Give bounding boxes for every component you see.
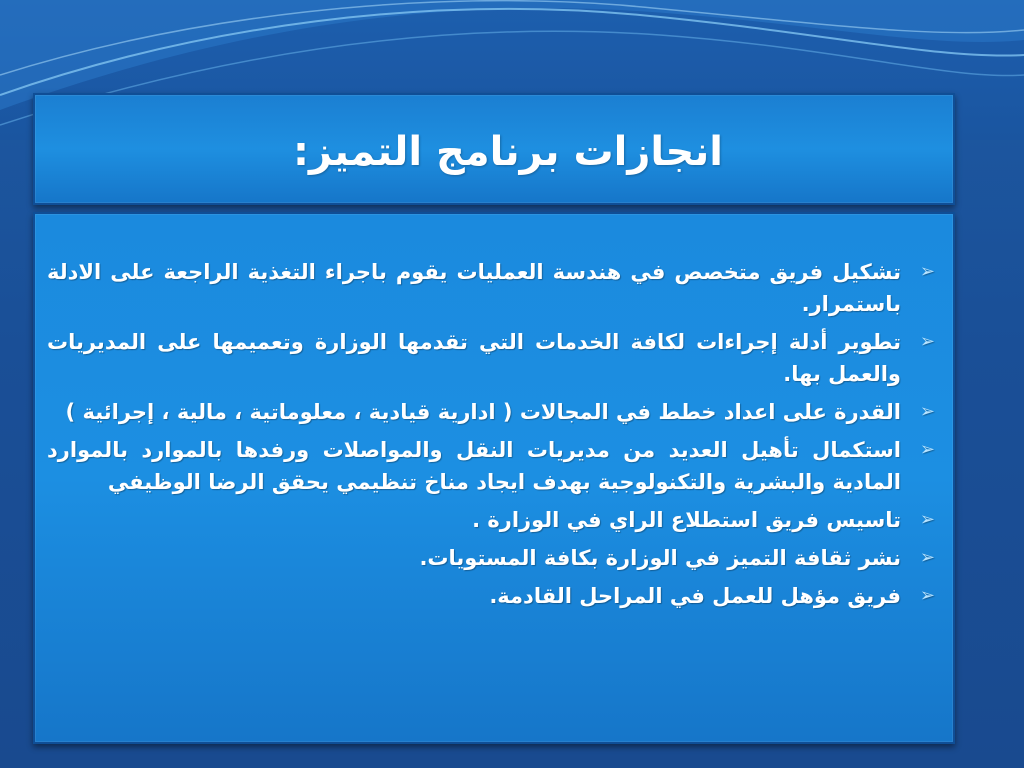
chevron-arrow-icon: ➢	[919, 547, 935, 568]
bullet-text: القدرة على اعداد خطط في المجالات ( ادارية قيادية ، معلوماتية ، مالية ، إجرائية )	[65, 400, 901, 424]
list-item	[47, 434, 939, 498]
chevron-arrow-icon: ➢	[919, 261, 935, 282]
bullet-text: تشكيل فريق متخصص في هندسة العمليات يقوم باجراء التغذية الراجعة على الادلة باستمرار.	[47, 260, 901, 316]
bullet-text: فريق مؤهل للعمل في المراحل القادمة.	[489, 584, 901, 608]
list-item	[47, 396, 939, 428]
chevron-arrow-icon: ➢	[919, 585, 935, 606]
bullet-text: تاسيس فريق استطلاع الراي في الوزارة .	[472, 508, 901, 532]
chevron-arrow-icon: ➢	[919, 509, 935, 530]
bullet-list	[47, 256, 939, 618]
bullet-text: تطوير أدلة إجراءات لكافة الخدمات التي تقدمها الوزارة وتعميمها على المديريات والعمل بها.	[47, 330, 901, 386]
list-item	[47, 256, 939, 320]
list-item	[47, 326, 939, 390]
bullet-text: استكمال تأهيل العديد من مديريات النقل والمواصلات ورفدها بالموارد بالموارد المادية والبشرية والتكنولوجية بهدف ايجاد مناخ تنظيمي يحقق الرضا الوظيفي	[47, 438, 901, 494]
slide-title: انجازات برنامج التميز:	[293, 129, 723, 175]
list-item	[47, 542, 939, 574]
content-panel	[33, 212, 955, 744]
chevron-arrow-icon: ➢	[919, 401, 935, 422]
chevron-arrow-icon: ➢	[919, 331, 935, 352]
bullet-text: نشر ثقافة التميز في الوزارة بكافة المستويات.	[419, 546, 901, 570]
list-item	[47, 580, 939, 612]
title-panel	[33, 93, 955, 205]
list-item	[47, 504, 939, 536]
chevron-arrow-icon: ➢	[919, 439, 935, 460]
